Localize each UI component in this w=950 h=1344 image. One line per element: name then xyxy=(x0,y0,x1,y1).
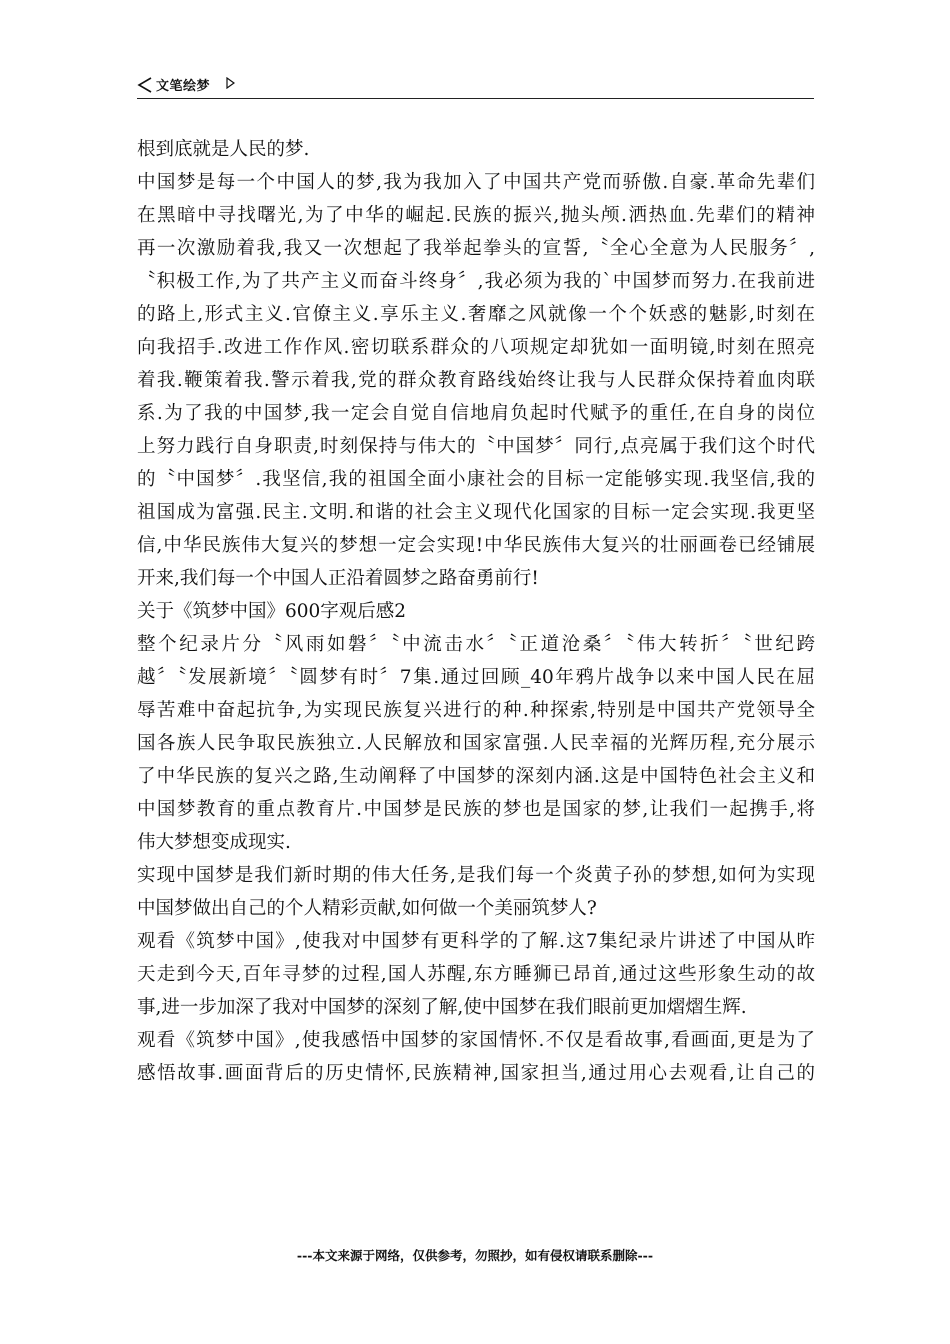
text-line: 开来,我们每一个中国人正沿着圆梦之路奋勇前行! xyxy=(137,568,539,589)
text-line: 中国梦教育的重点教育片.中国梦是民族的梦也是国家的梦,让我们一起携手,将 xyxy=(137,799,815,820)
text-line: 的〝中国梦〞.我坚信,我的祖国全面小康社会的目标一定能够实现.我坚信,我的 xyxy=(137,469,815,490)
text-line: 伟大梦想变成现实. xyxy=(137,832,291,853)
text-line: 信,中华民族伟大复兴的梦想一定会实现!中华民族伟大复兴的壮丽画卷已经铺展 xyxy=(137,535,815,556)
text-line: 着我.鞭策着我.警示着我,党的群众教育路线始终让我与人民群众保持着血肉联 xyxy=(137,370,815,391)
text-line: 向我招手.改进工作作风.密切联系群众的八项规定却犹如一面明镜,时刻在照亮 xyxy=(137,337,815,358)
text-line: 越〞〝发展新境〞〝圆梦有时〞7集.通过回顾_40年鸦片战争以来中国人民在屈 xyxy=(137,667,815,688)
page-header xyxy=(137,74,814,99)
text-line: 再一次激励着我,我又一次想起了我举起拳头的宣誓,〝全心全意为人民服务〞, xyxy=(137,238,815,259)
triangle-right-icon xyxy=(225,77,235,89)
text-line: 天走到今天,百年寻梦的过程,国人苏醒,东方睡狮已昂首,通过这些形象生动的故 xyxy=(137,964,815,985)
text-line: 观看《筑梦中国》,使我对中国梦有更科学的了解.这7集纪录片讲述了中国从昨 xyxy=(137,931,815,952)
text-line: 〝积极工作,为了共产主义而奋斗终身〞,我必须为我的`中国梦而努力.在我前进 xyxy=(137,271,815,292)
text-line: 辱苦难中奋起抗争,为实现民族复兴进行的种.种探索,特别是中国共产党领导全 xyxy=(137,700,815,721)
text-line: 感悟故事.画面背后的历史情怀,民族精神,国家担当,通过用心去观看,让自己的 xyxy=(137,1063,815,1084)
text-line: 事,进一步加深了我对中国梦的深刻了解,使中国梦在我们眼前更加熠熠生辉. xyxy=(137,997,747,1018)
section-heading: 关于《筑梦中国》600字观后感2 xyxy=(137,601,407,622)
text-line: 了中华民族的复兴之路,生动阐释了中国梦的深刻内涵.这是中国特色社会主义和 xyxy=(137,766,815,787)
document-body xyxy=(137,133,815,1090)
text-line: 的路上,形式主义.官僚主义.享乐主义.奢靡之风就像一个个妖惑的魅影,时刻在 xyxy=(137,304,815,325)
page-footer: ---本文来源于网络，仅供参考，勿照抄，如有侵权请联系删除--- xyxy=(296,1248,654,1263)
text-line: 系.为了我的中国梦,我一定会自觉自信地肩负起时代赋予的重任,在自身的岗位 xyxy=(137,403,815,424)
text-line: 中国梦是每一个中国人的梦,我为我加入了中国共产党而骄傲.自豪.革命先辈们 xyxy=(137,172,815,193)
text-line: 观看《筑梦中国》,使我感悟中国梦的家国情怀.不仅是看故事,看画面,更是为了 xyxy=(137,1030,815,1051)
text-line: 根到底就是人民的梦. xyxy=(137,139,310,160)
text-line: 在黑暗中寻找曙光,为了中华的崛起.民族的振兴,抛头颅.洒热血.先辈们的精神 xyxy=(137,205,815,226)
text-line: 中国梦做出自己的个人精彩贡献,如何做一个美丽筑梦人? xyxy=(137,898,597,919)
text-line: 上努力践行自身职责,时刻保持与伟大的〝中国梦〞同行,点亮属于我们这个时代 xyxy=(137,436,815,457)
header-title: 文笔绘梦 xyxy=(156,79,211,94)
text-line: 整个纪录片分〝风雨如磐〞〝中流击水〞〝正道沧桑〞〝伟大转折〞〝世纪跨 xyxy=(137,634,815,655)
triangle-left-icon xyxy=(137,76,153,94)
text-line: 实现中国梦是我们新时期的伟大任务,是我们每一个炎黄子孙的梦想,如何为实现 xyxy=(137,865,815,886)
text-line: 国各族人民争取民族独立.人民解放和国家富强.人民幸福的光辉历程,充分展示 xyxy=(137,733,815,754)
text-line: 祖国成为富强.民主.文明.和谐的社会主义现代化国家的目标一定会实现.我更坚 xyxy=(137,502,815,523)
